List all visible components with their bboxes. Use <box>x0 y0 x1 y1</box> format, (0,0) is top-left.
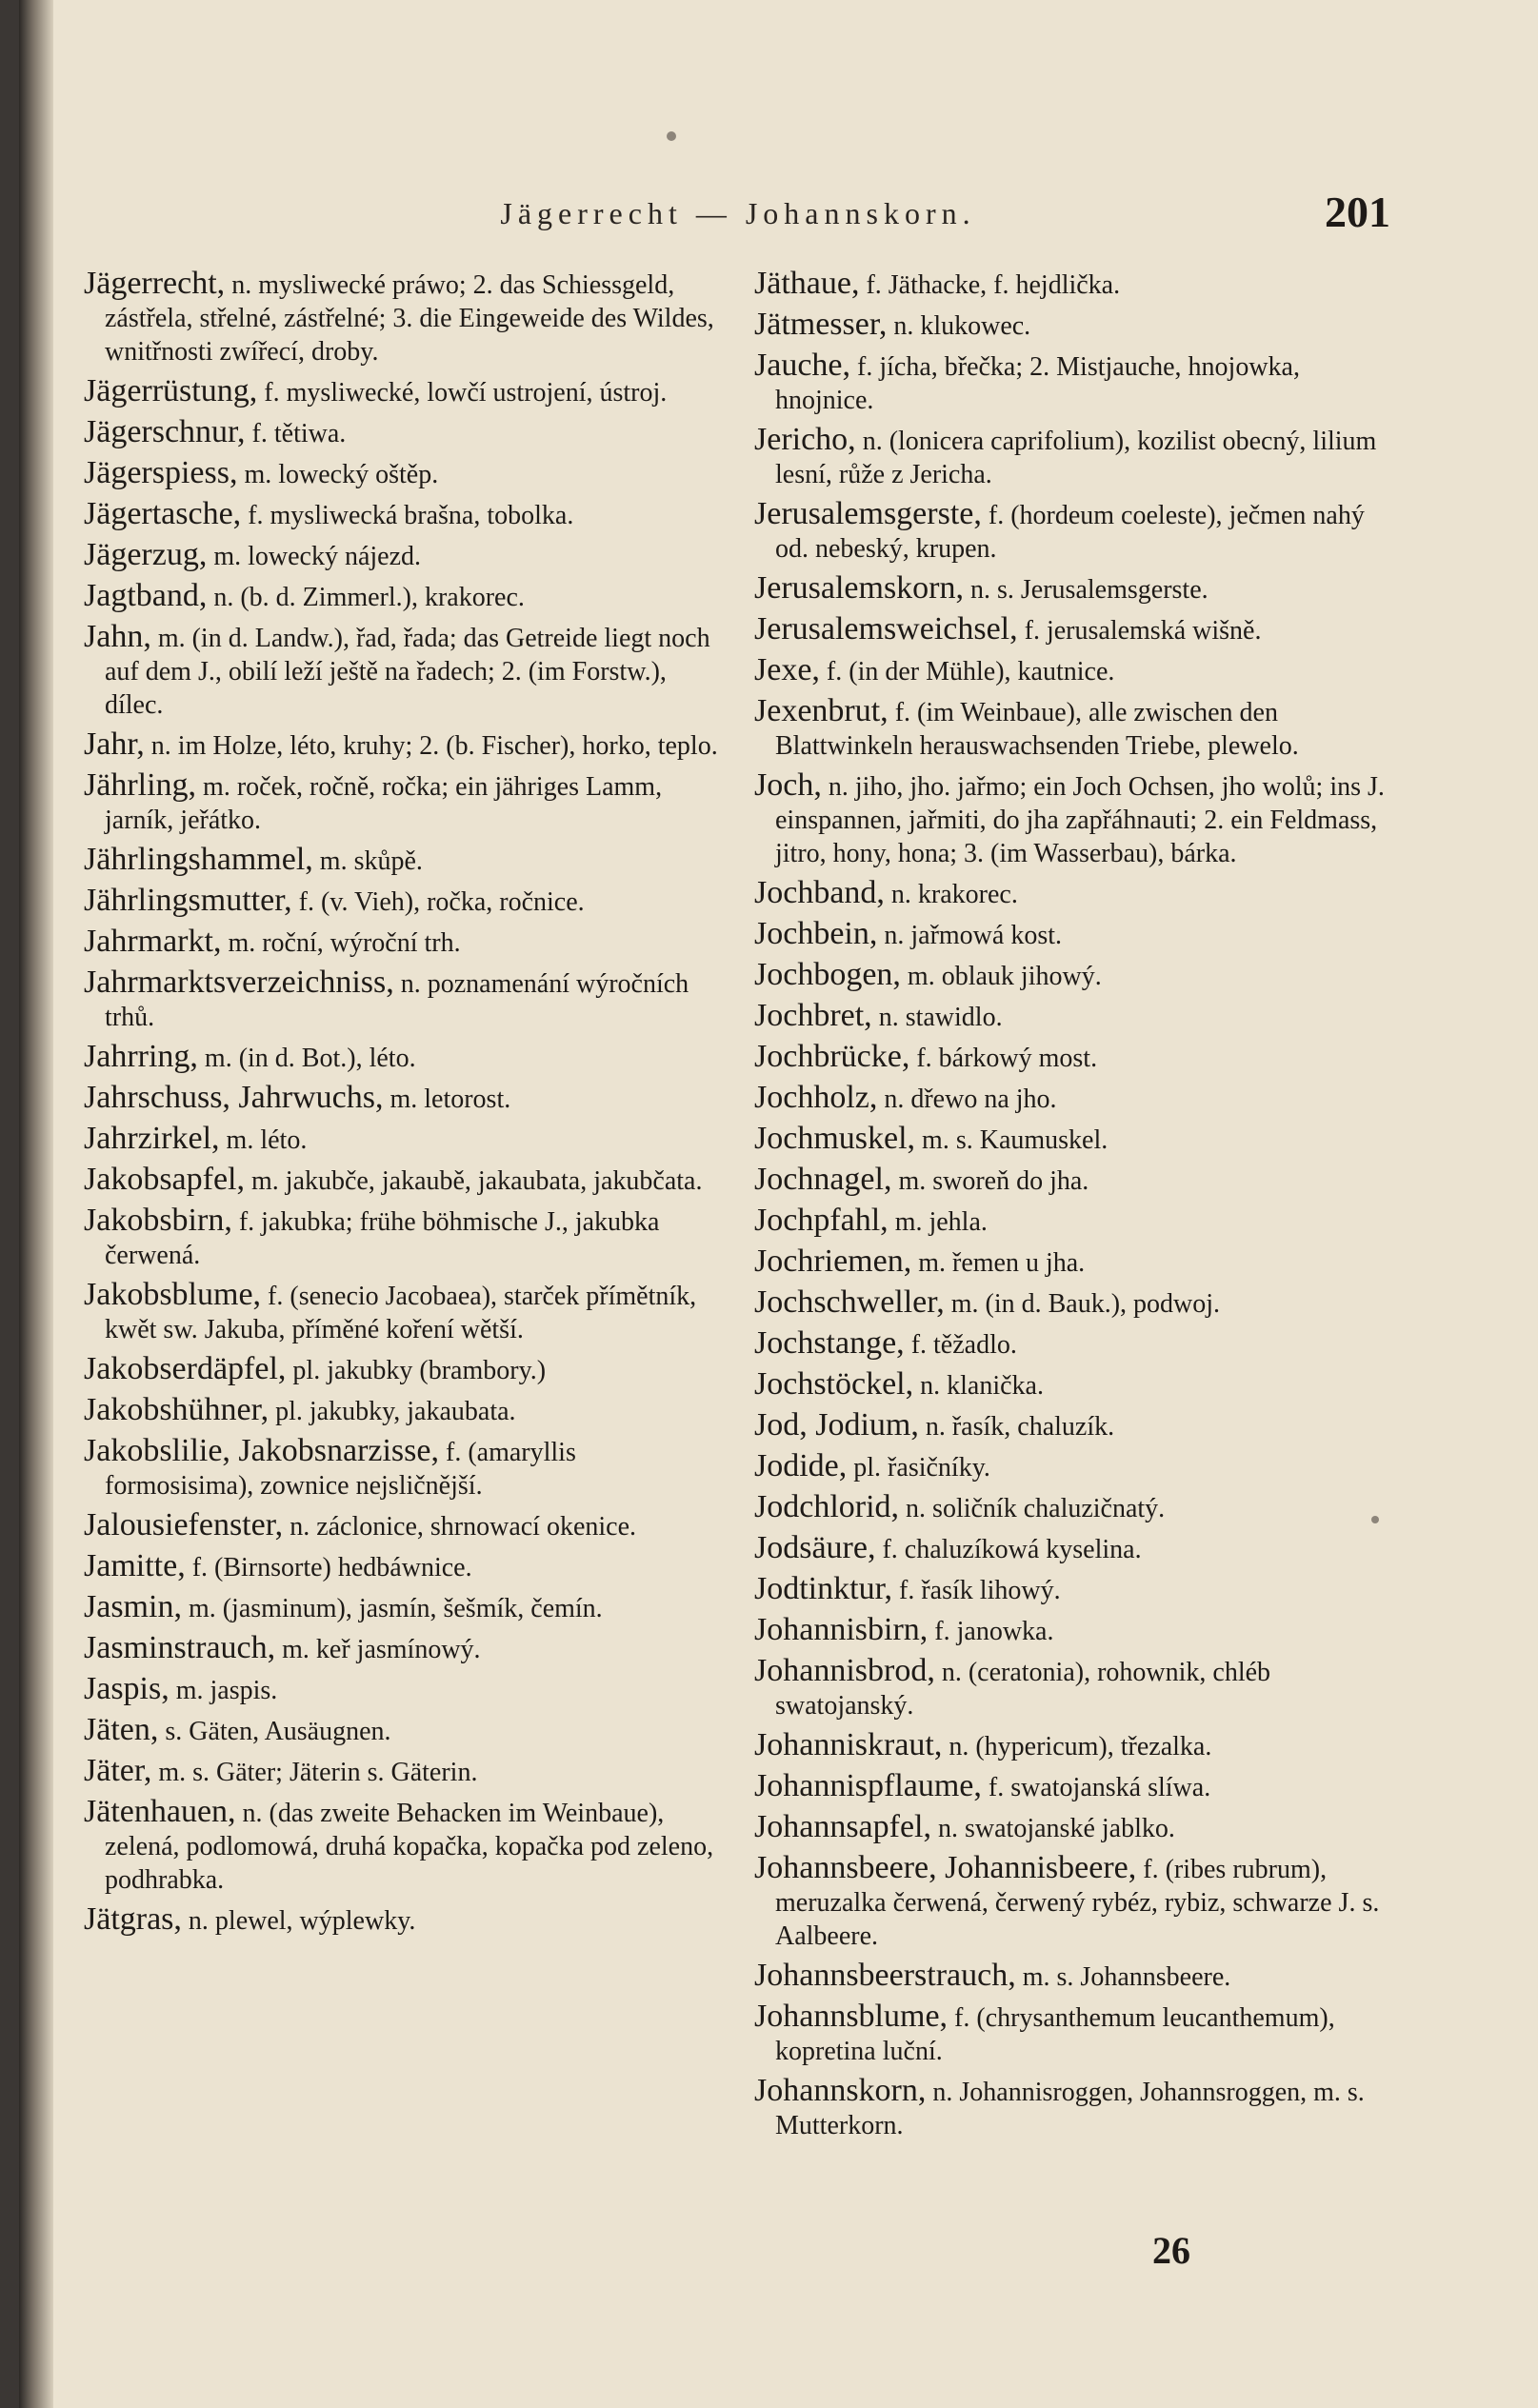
entry-definition: n. poznamenání wýročních trhů. <box>105 969 689 1032</box>
entry-definition: n. s. Jerusalemsgerste. <box>964 575 1208 605</box>
dictionary-entry <box>754 1122 1398 1157</box>
entry-headword: Jochbrücke, <box>754 1039 910 1074</box>
entry-headword: Jahrzirkel, <box>84 1121 220 1156</box>
entry-definition: m. léto. <box>219 1125 308 1155</box>
entry-definition: m. lowecký oštěp. <box>237 460 439 489</box>
dictionary-entry <box>84 1278 724 1346</box>
page-number: 201 <box>1325 188 1390 236</box>
entry-headword: Johannsapfel, <box>754 1809 932 1844</box>
dictionary-entry <box>754 1728 1398 1763</box>
entry-headword: Jakobsapfel, <box>84 1162 246 1197</box>
dictionary-entry <box>754 653 1398 688</box>
dictionary-entry <box>84 1122 724 1157</box>
dictionary-entry <box>754 571 1398 607</box>
entry-headword: Jochriemen, <box>754 1244 912 1279</box>
dictionary-entry <box>754 1654 1398 1722</box>
dictionary-entry <box>754 348 1398 417</box>
dictionary-entry <box>84 620 724 722</box>
dictionary-entry <box>84 1902 724 1938</box>
entry-headword: Jahrmarkt, <box>84 924 222 959</box>
entry-definition: n. (lonicera caprifolium), kozilist obecný, lilium lesní, růže z Jericha. <box>775 427 1377 489</box>
entry-definition: m. (jasminum), jasmín, šešmík, čemín. <box>181 1594 603 1623</box>
entry-definition: n. (b. d. Zimmerl.), krakorec. <box>207 583 525 612</box>
entry-headword: Jahr, <box>84 726 145 762</box>
dictionary-entry <box>754 1163 1398 1198</box>
entry-definition: m. s. Gäter; Jäterin s. Gäterin. <box>151 1758 478 1787</box>
entry-definition: f. jerusalemská wišně. <box>1017 616 1262 646</box>
dictionary-entry <box>754 1081 1398 1116</box>
signature-mark: 26 <box>1152 2229 1190 2272</box>
entry-headword: Jägerschnur, <box>84 414 246 449</box>
dictionary-entry <box>754 1490 1398 1525</box>
entry-definition: n. mysliwecké práwo; 2. das Schiessgeld, zástřela, střelné, zástřelné; 3. die Eingeweide des Wildes, wnitřnosti zwířecí, droby. <box>105 270 714 367</box>
entry-definition: m. jakubče, jakaubě, jakaubata, jakubčata. <box>245 1166 703 1196</box>
entry-headword: Jochstöckel, <box>754 1366 914 1402</box>
entry-headword: Jochbein, <box>754 916 878 951</box>
dictionary-entry <box>754 876 1398 911</box>
entry-definition: f. mysliwecká brašna, tobolka. <box>241 501 574 530</box>
entry-headword: Jod, Jodium, <box>754 1407 919 1443</box>
entry-definition: n. plewel, wýplewky. <box>181 1906 416 1936</box>
dictionary-entry <box>84 1040 724 1075</box>
left-column <box>84 267 724 1943</box>
entry-headword: Jahn, <box>84 619 151 654</box>
entry-definition: m. (in d. Bot.), léto. <box>197 1044 416 1073</box>
entry-headword: Jaspis, <box>84 1671 170 1706</box>
entry-headword: Jagtband, <box>84 578 208 613</box>
dictionary-entry <box>84 415 724 450</box>
entry-headword: Jährlingshammel, <box>84 842 313 877</box>
entry-definition: n. jařmowá kost. <box>877 921 1062 950</box>
entry-headword: Jägerzug, <box>84 537 208 572</box>
entry-definition: m. roček, ročně, ročka; ein jähriges Lamm, jarník, jeřátko. <box>105 772 663 835</box>
entry-definition: f. janowka. <box>928 1617 1054 1646</box>
entry-definition: n. dřewo na jho. <box>877 1085 1057 1114</box>
entry-headword: Jasmin, <box>84 1589 182 1624</box>
entry-headword: Johannsbeerstrauch, <box>754 1958 1016 1993</box>
entry-definition: m. lowecký nájezd. <box>207 542 422 571</box>
dictionary-entry <box>84 768 724 837</box>
entry-definition: n. jiho, jho. jařmo; ein Joch Ochsen, jho wolů; ins J. einspannen, jařmiti, do jha zapřáhnauti; 2. ein Feldmass, jitro, hony, hona; 3. (im Wasserbau), bárka. <box>775 772 1385 868</box>
dictionary-entry <box>754 1285 1398 1321</box>
entry-headword: Jährling, <box>84 767 197 803</box>
entry-headword: Jätmesser, <box>754 307 888 342</box>
entry-definition: f. (in der Mühle), kautnice. <box>819 657 1115 687</box>
entry-headword: Jochholz, <box>754 1080 878 1115</box>
entry-headword: Jochpfahl, <box>754 1203 889 1238</box>
dictionary-entry <box>84 843 724 878</box>
entry-definition: f. bárkowý most. <box>909 1044 1098 1073</box>
running-head: Jägerrecht — Johannskorn. <box>500 196 976 230</box>
dictionary-entry <box>84 1434 724 1503</box>
entry-definition: n. (das zweite Behacken im Weinbaue), zelená, podlomowá, druhá kopačka, kopačka pod zeleno, podhrabka. <box>105 1799 714 1895</box>
entry-headword: Jerusalemsweichsel, <box>754 611 1018 647</box>
entry-headword: Jochnagel, <box>754 1162 892 1197</box>
entry-headword: Jakobshühner, <box>84 1392 270 1427</box>
entry-headword: Jahrring, <box>84 1039 198 1074</box>
dictionary-entry <box>754 1040 1398 1075</box>
entry-definition: f. jícha, břečka; 2. Mistjauche, hnojowka, hnojnice. <box>775 352 1300 415</box>
dictionary-entry <box>84 456 724 491</box>
entry-headword: Jahrmarktsverzeichniss, <box>84 965 394 1000</box>
dictionary-entry <box>754 1769 1398 1804</box>
entry-headword: Jochstange, <box>754 1325 905 1361</box>
dictionary-entry <box>754 1326 1398 1362</box>
entry-definition: f. swatojanská slíwa. <box>981 1773 1211 1802</box>
entry-headword: Jodchlorid, <box>754 1489 900 1524</box>
entry-headword: Jerusalemskorn, <box>754 570 965 606</box>
entry-definition: n. klukowec. <box>887 311 1031 341</box>
entry-headword: Jäter, <box>84 1753 152 1788</box>
dictionary-entry <box>84 925 724 960</box>
entry-headword: Johannsbeere, Johannisbeere, <box>754 1850 1137 1885</box>
entry-definition: pl. jakubky, jakaubata. <box>269 1397 516 1426</box>
entry-headword: Jägertasche, <box>84 496 242 531</box>
entry-headword: Jodide, <box>754 1448 848 1483</box>
entry-headword: Jerusalemsgerste, <box>754 496 982 531</box>
entry-headword: Jochbret, <box>754 998 872 1033</box>
entry-definition: n. soličník chaluzičnatý. <box>899 1494 1166 1523</box>
entry-headword: Johannisbrod, <box>754 1653 935 1688</box>
entry-definition: n. (ceratonia), rohownik, chléb swatojanský. <box>775 1658 1271 1721</box>
dictionary-entry <box>84 1393 724 1428</box>
entry-definition: n. řasík, chaluzík. <box>918 1412 1115 1442</box>
entry-definition: f. řasík lihowý. <box>892 1576 1061 1605</box>
dictionary-entry <box>84 374 724 409</box>
entry-definition: m. oblauk jihowý. <box>900 962 1102 991</box>
entry-headword: Jochbogen, <box>754 957 901 992</box>
dictionary-entry <box>84 1508 724 1543</box>
entry-definition: f. (ribes rubrum), meruzalka čerwená, čerwený rybéz, rybiz, schwarze J. s. Aalbeere. <box>775 1855 1380 1951</box>
entry-headword: Jägerrüstung, <box>84 373 258 408</box>
dictionary-entry <box>754 1244 1398 1280</box>
entry-headword: Jakobslilie, Jakobsnarzisse, <box>84 1433 439 1468</box>
entry-definition: f. (Birnsorte) hedbáwnice. <box>185 1553 472 1582</box>
dictionary-entry <box>754 768 1398 870</box>
entry-headword: Jasminstrauch, <box>84 1630 276 1665</box>
dictionary-entry <box>754 1959 1398 1994</box>
entry-headword: Jericho, <box>754 422 856 457</box>
entry-headword: Jochmuskel, <box>754 1121 916 1156</box>
entry-headword: Jakobsblume, <box>84 1277 262 1312</box>
entry-definition: pl. jakubky (brambory.) <box>286 1356 547 1385</box>
entry-definition: f. tětiwa. <box>245 419 347 448</box>
dictionary-entry <box>84 497 724 532</box>
entry-definition: f. jakubka; frühe böhmische J., jakubka čerwená. <box>105 1207 660 1270</box>
entry-definition: s. Gäten, Ausäugnen. <box>158 1717 391 1746</box>
dictionary-entry <box>754 1408 1398 1443</box>
dictionary-entry <box>754 612 1398 647</box>
book-page <box>19 0 1538 2408</box>
entry-definition: f. (v. Vieh), ročka, ročnice. <box>291 887 585 917</box>
dictionary-entry <box>84 1590 724 1625</box>
dictionary-entry <box>754 1531 1398 1566</box>
dictionary-entry <box>84 538 724 573</box>
entry-headword: Johanniskraut, <box>754 1727 943 1762</box>
dictionary-entry <box>84 1204 724 1272</box>
dictionary-entry <box>754 267 1398 302</box>
entry-headword: Jochschweller, <box>754 1284 945 1320</box>
dictionary-entry <box>754 1204 1398 1239</box>
entry-headword: Johannisbirn, <box>754 1612 929 1647</box>
entry-headword: Jochband, <box>754 875 885 910</box>
entry-definition: m. (in d. Bauk.), podwoj. <box>944 1289 1221 1319</box>
entry-headword: Jalousiefenster, <box>84 1507 284 1542</box>
entry-definition: f. mysliwecké, lowčí ustrojení, ústroj. <box>257 378 668 408</box>
entry-definition: m. s. Johannsbeere. <box>1015 1962 1231 1992</box>
entry-headword: Johannsblume, <box>754 1999 949 2034</box>
entry-definition: m. řemen u jha. <box>911 1248 1086 1278</box>
entry-definition: m. roční, wýroční trh. <box>221 928 461 958</box>
entry-headword: Jägerrecht, <box>84 266 226 301</box>
dictionary-entry <box>84 1081 724 1116</box>
entry-headword: Jakobsbirn, <box>84 1203 232 1238</box>
dictionary-entry <box>84 1795 724 1897</box>
entry-definition: n. swatojanské jablko. <box>931 1814 1175 1843</box>
entry-headword: Johannispflaume, <box>754 1768 982 1803</box>
entry-definition: m. (in d. Landw.), řad, řada; das Getreide liegt noch auf dem J., obilí leží ještě na řadech; 2. (im Forstw.), dílec. <box>105 624 710 720</box>
entry-definition: f. (im Weinbaue), alle zwischen den Blattwinkeln herauswachsenden Triebe, plewelo. <box>775 698 1299 761</box>
entry-headword: Jodtinktur, <box>754 1571 893 1606</box>
dictionary-entry <box>754 1572 1398 1607</box>
entry-headword: Jährlingsmutter, <box>84 883 292 918</box>
entry-definition: m. jehla. <box>888 1207 988 1237</box>
entry-headword: Jäten, <box>84 1712 159 1747</box>
dictionary-entry <box>754 917 1398 952</box>
dictionary-entry <box>754 958 1398 993</box>
entry-definition: m. jaspis. <box>169 1676 278 1705</box>
dictionary-entry <box>84 1754 724 1789</box>
dictionary-entry <box>84 727 724 763</box>
entry-headword: Jamitte, <box>84 1548 186 1583</box>
entry-headword: Jauche, <box>754 348 851 383</box>
entry-definition: f. (amaryllis formosisima), zownice nejsličnější. <box>105 1438 576 1501</box>
dictionary-entry <box>84 1672 724 1707</box>
entry-definition: f. (senecio Jacobaea), starček přímětník, kwět sw. Jakuba, příměné koření wětší. <box>105 1282 697 1344</box>
entry-definition: n. záclonice, shrnowací okenice. <box>283 1512 637 1542</box>
entry-headword: Jodsäure, <box>754 1530 876 1565</box>
dictionary-entry <box>754 497 1398 566</box>
entry-definition: pl. řasičníky. <box>847 1453 990 1483</box>
entry-definition: n. stawidlo. <box>871 1003 1003 1032</box>
entry-definition: n. klanička. <box>913 1371 1044 1401</box>
dictionary-entry <box>754 1613 1398 1648</box>
speck <box>667 131 676 141</box>
entry-definition: f. těžadlo. <box>904 1330 1017 1360</box>
dictionary-entry <box>754 999 1398 1034</box>
dictionary-entry <box>754 2000 1398 2068</box>
entry-headword: Jätenhauen, <box>84 1794 236 1829</box>
dictionary-entry <box>754 1367 1398 1403</box>
entry-headword: Jexenbrut, <box>754 693 889 728</box>
entry-definition: f. Jäthacke, f. hejdlička. <box>859 270 1121 300</box>
entry-definition: m. sworeň do jha. <box>891 1166 1089 1196</box>
page-header <box>76 187 1400 244</box>
dictionary-entry <box>84 1549 724 1584</box>
entry-headword: Jahrschuss, Jahrwuchs, <box>84 1080 384 1115</box>
entry-definition: m. letorost. <box>383 1085 511 1114</box>
entry-definition: n. (hypericum), třezalka. <box>942 1732 1212 1761</box>
right-column <box>754 267 1398 2148</box>
dictionary-entry <box>754 1851 1398 1953</box>
dictionary-entry <box>84 965 724 1034</box>
entry-definition: f. (chrysanthemum leucanthemum), kopretina luční. <box>775 2003 1335 2066</box>
entry-definition: f. chaluzíkowá kyselina. <box>875 1535 1142 1564</box>
dictionary-entry <box>84 267 724 368</box>
entry-definition: m. skůpě. <box>312 846 423 876</box>
dictionary-entry <box>754 694 1398 763</box>
dictionary-entry <box>84 1163 724 1198</box>
entry-definition: m. keř jasmínowý. <box>275 1635 481 1664</box>
dictionary-entry <box>754 423 1398 491</box>
entry-headword: Joch, <box>754 767 822 803</box>
dictionary-entry <box>84 1713 724 1748</box>
entry-headword: Jäthaue, <box>754 266 860 301</box>
entry-headword: Jexe, <box>754 652 820 687</box>
entry-definition: f. (hordeum coeleste), ječmen nahý od. nebeský, krupen. <box>775 501 1365 564</box>
dictionary-entry <box>84 1631 724 1666</box>
entry-headword: Jägerspiess, <box>84 455 238 490</box>
dictionary-entry <box>754 308 1398 343</box>
dictionary-entry <box>84 1352 724 1387</box>
entry-headword: Jakobserdäpfel, <box>84 1351 287 1386</box>
entry-headword: Jätgras, <box>84 1901 182 1937</box>
dictionary-entry <box>84 579 724 614</box>
dictionary-entry <box>754 1810 1398 1845</box>
entry-definition: n. Johannisroggen, Johannsroggen, m. s. Mutterkorn. <box>775 2078 1365 2140</box>
entry-definition: n. krakorec. <box>884 880 1018 909</box>
page-gutter <box>19 0 53 2408</box>
dictionary-entry <box>754 2074 1398 2142</box>
entry-definition: m. s. Kaumuskel. <box>915 1125 1109 1155</box>
entry-definition: n. im Holze, léto, kruhy; 2. (b. Fischer), horko, teplo. <box>144 731 718 761</box>
dictionary-entry <box>84 884 724 919</box>
dictionary-entry <box>754 1449 1398 1484</box>
entry-headword: Johannskorn, <box>754 2073 927 2108</box>
